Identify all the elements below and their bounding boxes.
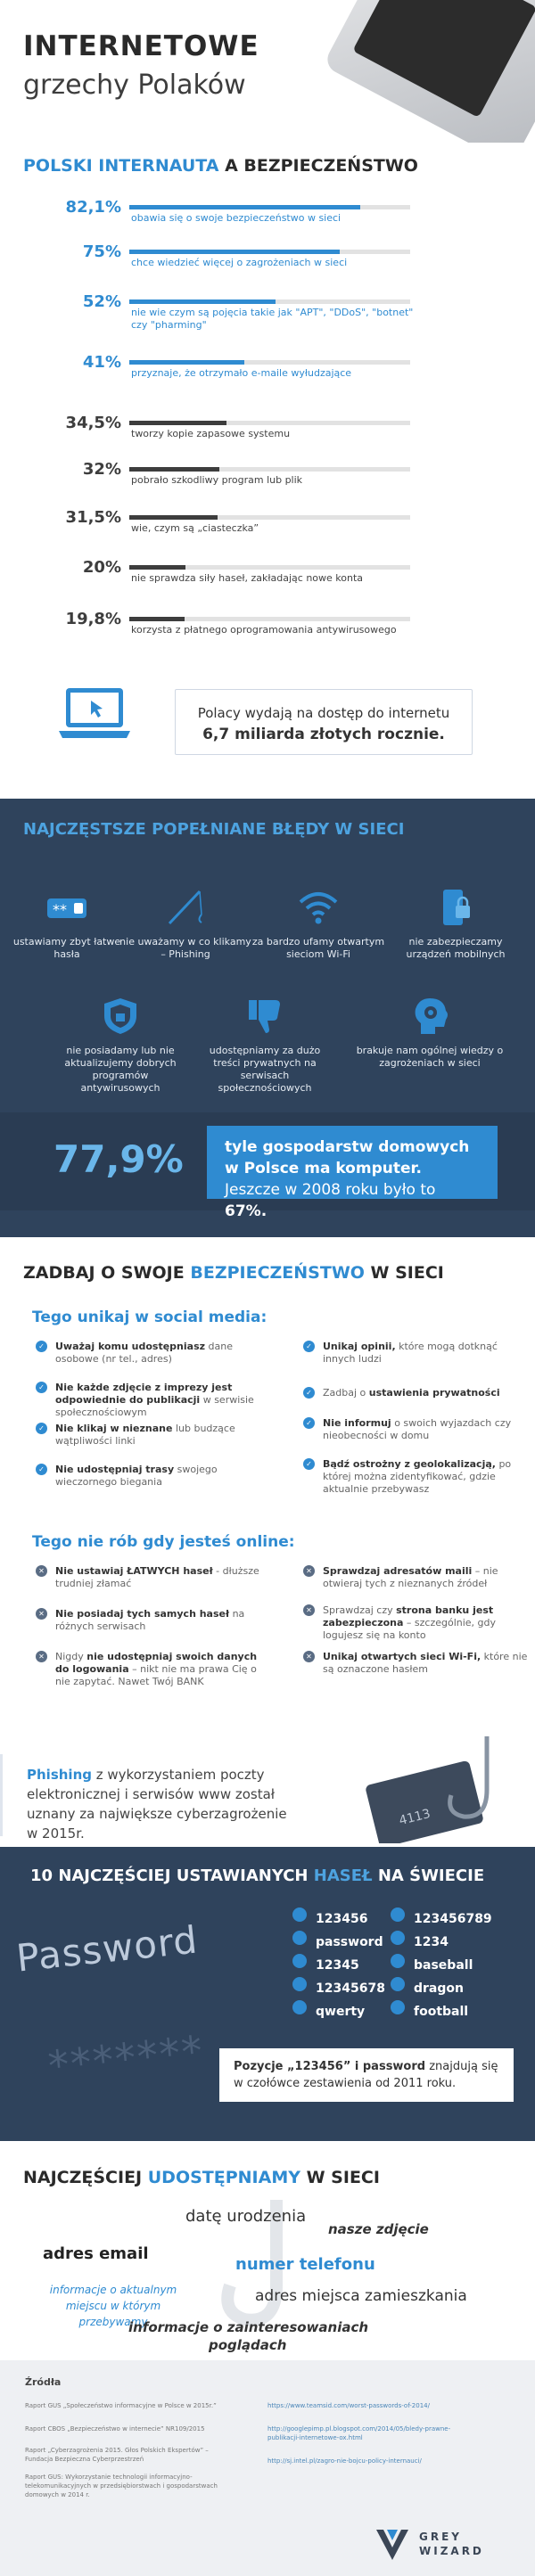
stat-percent: 75% (82, 242, 121, 261)
source-item: Raport GUS „Społeczeństwo informacyjne w Polsce w 2015r.” (25, 2402, 217, 2409)
password-item: password (292, 1931, 383, 1949)
stat-label: przyznaje, że otrzymało e-maile wyłudzające (131, 367, 352, 379)
stat-row (0, 558, 535, 594)
tip-item: ✓ Uważaj komu udostępniasz dane osobowe (nr tel., adres) (55, 1341, 260, 1366)
stat-row (0, 198, 535, 234)
cross-icon: ✕ (303, 1604, 315, 1616)
source-item: Raport CBOS „Bezpieczeństwo w internecie” NR109/2015 (25, 2425, 205, 2432)
share-word: informacje o zainteresowaniach (128, 2319, 369, 2335)
svg-text:**: ** (53, 901, 67, 918)
password-item: 123456 (292, 1907, 367, 1926)
stat-label: nie sprawdza siły haseł, zakładając nowe konta (131, 572, 364, 584)
stat-bar-fill (129, 205, 360, 209)
stat-bar-track (129, 617, 410, 621)
mistake-item: za bardzo ufamy otwartym sieciom Wi-Fi (251, 888, 385, 961)
sources-title: Źródła (25, 2376, 62, 2388)
stat-percent: 19,8% (65, 610, 121, 628)
stat-row (0, 353, 535, 389)
spend-callout (175, 689, 473, 755)
rank-bullet (391, 1977, 405, 1991)
laptop-photo (323, 0, 535, 143)
password-item: 123456789 (391, 1907, 492, 1926)
mistake-item: brakuje nam ogólnej wiedzy o zagrożeniach w sieci (350, 997, 510, 1070)
fishhook-card-icon (353, 1736, 523, 1843)
tip-item: ✓ Nie udostępniaj trasy swojego wieczornego biegania (55, 1464, 260, 1489)
password-item: 1234 (391, 1931, 449, 1949)
hero-header (0, 0, 535, 143)
check-icon: ✓ (303, 1341, 315, 1352)
rank-bullet (391, 1931, 405, 1945)
check-icon: ✓ (36, 1382, 47, 1393)
rank-bullet (391, 2000, 405, 2014)
svg-text:4113: 4113 (397, 1807, 432, 1829)
tip-item: ✕ Nie ustawiaj ŁATWYCH haseł - dłuższe trudniej złamać (55, 1565, 260, 1590)
mistake-item: ** ustawiamy zbyt łatwe hasła (0, 888, 134, 961)
tip-item: ✓ Bądź ostrożny z geolokalizacją, po której można zidentyfikować, gdzie aktualnie przebywasz (323, 1458, 528, 1496)
tip-item: ✓ Nie każde zdjęcie z imprezy jest odpowiednie do publikacji w serwisie społecznościowym (55, 1382, 260, 1419)
rank-bullet (391, 1954, 405, 1968)
password-item: baseball (391, 1954, 473, 1973)
rank-bullet (292, 1954, 307, 1968)
mistake-item: nie uważamy w co klikamy – Phishing (119, 888, 252, 961)
check-icon: ✓ (303, 1417, 315, 1429)
tip-item: ✓ Nie klikaj w nieznane lub budzące wątpliwości linki (55, 1423, 260, 1448)
password-item: dragon (391, 1977, 464, 1996)
security-section-title: ZADBAJ O SWOJE BEZPIECZEŃSTWO W SIECI (23, 1263, 444, 1283)
mobile-lock-icon (434, 888, 477, 927)
stat-row (0, 508, 535, 544)
stat-percent: 41% (82, 353, 121, 372)
social-media-subtitle: Tego unikaj w social media: (32, 1309, 268, 1326)
mistake-item: udostępniamy za dużo treści prywatnych na serwisach społecznościowych (198, 997, 332, 1095)
stat-bar-track (129, 565, 410, 570)
source-link[interactable]: http://sj.intel.pl/zagro-nie-bojcu-policy-internauci/ (268, 2457, 422, 2465)
rank-bullet (292, 1931, 307, 1945)
tip-item: ✕ Sprawdzaj adresatów maili – nie otwieraj tych z nieznanych źródeł (323, 1565, 528, 1590)
stat-label: pobrało szkodliwy program lub plik (131, 474, 303, 486)
stat-percent: 34,5% (65, 414, 121, 432)
stat-label: korzysta z płatnego oprogramowania antywirusowego (131, 624, 397, 636)
stat-bar-track (129, 467, 410, 472)
share-word: poglądach (209, 2337, 287, 2353)
grey-wizard-logo (374, 2526, 517, 2562)
tip-item: ✕ Nie posiadaj tych samych haseł na różnych serwisach (55, 1608, 260, 1633)
source-item: Raport GUS: Wykorzystanie technologii informacyjno-telekomunikacyjnych w przedsiębiorstwach i gospodarstwach domowych w 2014 r. (25, 2473, 218, 2498)
mistakes-section (0, 799, 535, 1237)
stat-row (0, 460, 535, 496)
check-icon: ✓ (36, 1341, 47, 1352)
stat-bar-track (129, 250, 410, 254)
check-icon: ✓ (36, 1464, 47, 1475)
stat-bar-fill (129, 360, 244, 365)
mistake-item: nie posiadamy lub nie aktualizujemy dobrych programów antywirusowych (54, 997, 187, 1095)
page-title: INTERNETOWE (23, 30, 259, 62)
household-callout: tyle gospodarstw domowych w Polsce ma komputer. Jeszcze w 2008 roku było to 67%. (207, 1126, 498, 1199)
shield-icon (99, 997, 142, 1036)
stat-label: tworzy kopie zapasowe systemu (131, 428, 291, 439)
tip-item: ✕ Unikaj otwartych sieci Wi-Fi, które nie są oznaczone hasłem (323, 1651, 528, 1676)
stat-row (0, 610, 535, 645)
source-link[interactable]: http://googlepimp.pl.blogspot.com/2014/05/bledy-prawne-publikacji-internetowe-ox.html (268, 2425, 451, 2441)
password-item: football (391, 2000, 468, 2019)
tip-item: ✓ Zadbaj o ustawienia prywatności (323, 1387, 528, 1399)
cross-icon: ✕ (303, 1565, 315, 1577)
tip-item: ✕ Sprawdzaj czy strona banku jest zabezpieczona – szczególnie, gdy logujesz się na konto (323, 1604, 528, 1642)
share-word: nasze zdjęcie (328, 2221, 429, 2237)
check-icon: ✓ (303, 1387, 315, 1399)
share-section-title: NAJCZĘŚCIEJ UDOSTĘPNIAMY W SIECI (23, 2168, 380, 2187)
password-item: 12345 (292, 1954, 359, 1973)
stat-bar-track (129, 360, 410, 365)
laptop-cursor-icon (57, 686, 132, 743)
stat-row (0, 242, 535, 278)
rank-bullet (292, 1907, 307, 1922)
source-item: Raport „Cyberzagrożenia 2015. Głos Polskich Ekspertów” – Fundacja Bezpieczna Cyberprzestrzeń (25, 2447, 209, 2463)
check-icon: ✓ (36, 1423, 47, 1434)
share-word: numer telefonu (235, 2255, 375, 2274)
cross-icon: ✕ (303, 1651, 315, 1662)
password-icon (45, 888, 88, 927)
stat-bar-fill (129, 299, 276, 304)
stat-bar-fill (129, 515, 218, 520)
stat-bar-track (129, 205, 410, 209)
online-subtitle: Tego nie rób gdy jesteś online: (32, 1533, 295, 1551)
tip-item: ✓ Nie informuj o swoich wyjazdach czy nieobecności w domu (323, 1417, 528, 1442)
rank-bullet (292, 1977, 307, 1991)
password-item: qwerty (292, 2000, 365, 2019)
source-link[interactable]: https://www.teamsid.com/worst-passwords-of-2014/ (268, 2402, 430, 2409)
stat-bar-fill (129, 565, 185, 570)
rank-bullet (292, 2000, 307, 2014)
stat-bar-track (129, 299, 410, 304)
stat-bar-track (129, 515, 410, 520)
password-field-graphic: Password (13, 1917, 201, 1981)
stat-bar-track (129, 421, 410, 425)
stat-label: chce wiedzieć więcej o zagrożeniach w sieci (131, 257, 348, 268)
check-icon: ✓ (303, 1458, 315, 1470)
stat-percent: 32% (82, 460, 121, 479)
mistake-item: nie zabezpieczamy urządzeń mobilnych (389, 888, 523, 961)
mistakes-title: NAJCZĘSTSZE POPEŁNIANE BŁĘDY W SIECI (23, 820, 405, 839)
household-percentage: 77,9% (54, 1137, 184, 1181)
passwords-callout: Pozycje „123456” i password znajdują się w czołówce zestawienia od 2011 roku. (219, 2048, 514, 2102)
stat-row (0, 292, 535, 331)
share-word: adres miejsca zamieszkania (255, 2287, 467, 2305)
stat-row (0, 414, 535, 449)
share-word: datę urodzenia (185, 2207, 307, 2226)
spend-line2: 6,7 miliarda złotych rocznie. (202, 726, 445, 743)
fishing-rod-icon (164, 888, 207, 927)
passwords-section (0, 1847, 535, 2141)
stat-label: wie, czym są „ciasteczka” (131, 522, 259, 534)
password-item: 12345678 (292, 1977, 385, 1996)
wifi-icon (297, 888, 340, 927)
password-dots-graphic: ******* (45, 2026, 207, 2090)
phishing-callout: Phishing z wykorzystaniem poczty elektronicznej i serwisów www został uznany za największe cyberzagrożenie w 2015r. (27, 1767, 287, 1842)
cross-icon: ✕ (36, 1651, 47, 1662)
cross-icon: ✕ (36, 1608, 47, 1620)
spend-line1: Polacy wydają na dostęp do internetu (197, 705, 450, 721)
grey-wizard-logo-icon (374, 2526, 410, 2562)
passwords-title: 10 NAJCZĘŚCIEJ USTAWIANYCH HASEŁ NA ŚWIECIE (30, 1866, 485, 1885)
stats-section-title: POLSKI INTERNAUTA A BEZPIECZEŃSTWO (23, 156, 418, 176)
tip-item: ✕ Nigdy nie udostępniaj swoich danych do logowania – nikt nie ma prawa Cię o nie zapytać. Nawet Twój BANK (55, 1651, 260, 1688)
stat-percent: 82,1% (65, 198, 121, 217)
share-word: adres email (43, 2244, 149, 2263)
stat-bar-fill (129, 617, 185, 621)
rank-bullet (391, 1907, 405, 1922)
sources-footer (0, 2360, 535, 2576)
grey-wizard-brand: GREY WIZARD (419, 2531, 484, 2557)
stat-bar-fill (129, 250, 340, 254)
brain-gear-icon (408, 997, 451, 1036)
stat-label: nie wie czym są pojęcia takie jak "APT", "DDoS", "botnet" czy "pharming" (131, 307, 414, 331)
stat-percent: 52% (82, 292, 121, 311)
phishing-divider (0, 1754, 3, 1836)
stat-percent: 31,5% (65, 508, 121, 527)
thumbs-down-icon (243, 997, 286, 1036)
cross-icon: ✕ (36, 1565, 47, 1577)
share-word: informacje o aktualnym miejscu w którym przebywamy (49, 2284, 177, 2328)
stat-percent: 20% (82, 558, 121, 577)
stat-bar-fill (129, 421, 226, 425)
stat-label: obawia się o swoje bezpieczeństwo w sieci (131, 212, 342, 224)
page-subtitle: grzechy Polaków (23, 70, 246, 101)
stat-bar-fill (129, 467, 219, 472)
tip-item: ✓ Unikaj opinii, które mogą dotknąć innych ludzi (323, 1341, 528, 1366)
